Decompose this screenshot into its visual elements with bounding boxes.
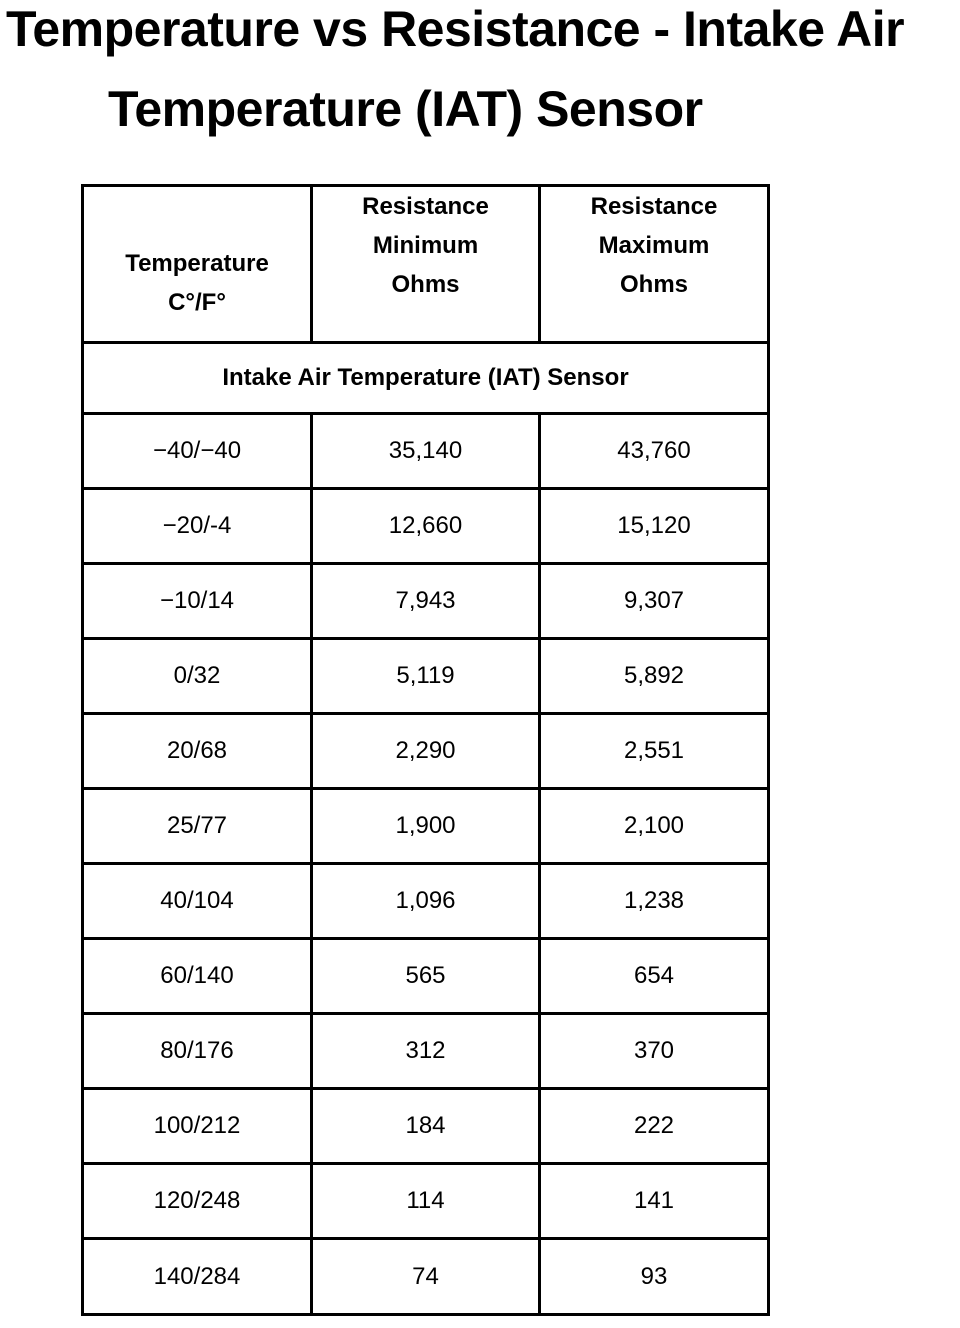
resistance-min-cell: 7,943 (312, 564, 540, 639)
resistance-max-cell: 9,307 (540, 564, 769, 639)
table-row (83, 1014, 769, 1089)
header-resistance-maximum (540, 186, 769, 343)
section-label: Intake Air Temperature (IAT) Sensor (83, 343, 769, 414)
resistance-min-cell: 2,290 (312, 714, 540, 789)
temperature-cell: −10/14 (83, 564, 312, 639)
temperature-cell: 60/140 (83, 939, 312, 1014)
resistance-min-cell: 114 (312, 1164, 540, 1239)
resistance-min-cell: 184 (312, 1089, 540, 1164)
resistance-max-cell: 43,760 (540, 414, 769, 489)
resistance-max-cell: 15,120 (540, 489, 769, 564)
temperature-cell: 20/68 (83, 714, 312, 789)
table-row (83, 1089, 769, 1164)
table-row (83, 639, 769, 714)
resistance-max-cell: 141 (540, 1164, 769, 1239)
resistance-min-cell: 74 (312, 1239, 540, 1315)
resistance-max-cell: 370 (540, 1014, 769, 1089)
table-row (83, 789, 769, 864)
header-temperature-label: Temperature C°/F° (125, 249, 269, 316)
temperature-cell: 120/248 (83, 1164, 312, 1239)
section-row (83, 343, 769, 414)
table-row (83, 414, 769, 489)
header-resistance-maximum-label: Resistance Maximum Ohms (590, 193, 718, 298)
table-row (83, 1164, 769, 1239)
table-row (83, 1239, 769, 1315)
resistance-min-cell: 1,900 (312, 789, 540, 864)
temperature-cell: 40/104 (83, 864, 312, 939)
title-line-2: Temperature (IAT) Sensor (108, 81, 703, 137)
resistance-min-cell: 312 (312, 1014, 540, 1089)
header-temperature (83, 186, 312, 343)
resistance-max-cell: 1,238 (540, 864, 769, 939)
resistance-max-cell: 2,100 (540, 789, 769, 864)
table-row (83, 939, 769, 1014)
resistance-max-cell: 2,551 (540, 714, 769, 789)
temperature-cell: −40/−40 (83, 414, 312, 489)
table-row (83, 714, 769, 789)
resistance-min-cell: 5,119 (312, 639, 540, 714)
resistance-max-cell: 5,892 (540, 639, 769, 714)
resistance-min-cell: 565 (312, 939, 540, 1014)
resistance-min-cell: 1,096 (312, 864, 540, 939)
temperature-cell: 0/32 (83, 639, 312, 714)
table-header-row (83, 186, 769, 343)
temperature-cell: −20/-4 (83, 489, 312, 564)
temperature-cell: 140/284 (83, 1239, 312, 1315)
iat-resistance-table (81, 184, 770, 1316)
header-resistance-minimum-label: Resistance Minimum Ohms (362, 193, 489, 298)
table-row (83, 564, 769, 639)
header-resistance-minimum (312, 186, 540, 343)
title-line-1: Temperature vs Resistance - Intake Air (6, 1, 905, 57)
resistance-min-cell: 35,140 (312, 414, 540, 489)
resistance-max-cell: 654 (540, 939, 769, 1014)
temperature-cell: 100/212 (83, 1089, 312, 1164)
temperature-cell: 80/176 (83, 1014, 312, 1089)
resistance-max-cell: 222 (540, 1089, 769, 1164)
temperature-cell: 25/77 (83, 789, 312, 864)
resistance-max-cell: 93 (540, 1239, 769, 1315)
resistance-min-cell: 12,660 (312, 489, 540, 564)
table-row (83, 864, 769, 939)
table-row (83, 489, 769, 564)
